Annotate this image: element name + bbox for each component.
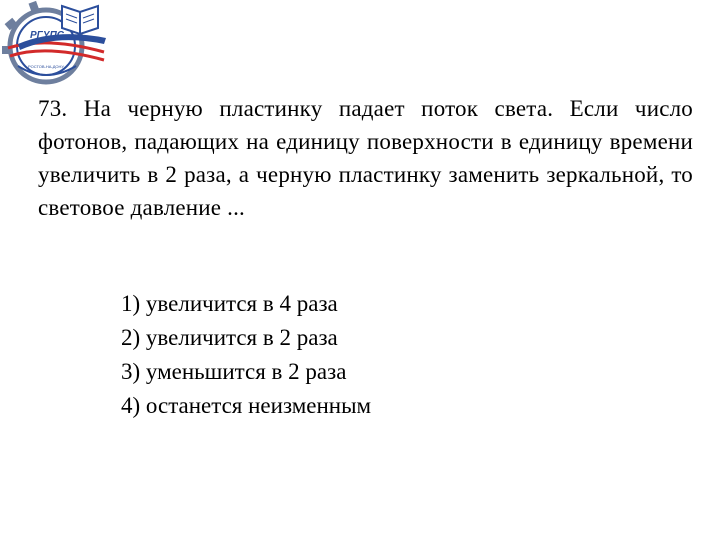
answer-options	[121, 287, 371, 423]
answer-option: 3) уменьшится в 2 раза	[121, 359, 347, 384]
logo-motto: РОСТОВ-НА-ДОНУ	[28, 64, 64, 69]
university-logo	[0, 0, 112, 86]
answer-option: 1) увеличится в 4 раза	[121, 291, 338, 316]
question-text: 73. На черную пластинку падает поток света. Если число фотонов, падающих на единицу поверхности в единицу времени увеличить в 2 раза, а черную пластинку заменить зеркальной, то световое давление ...	[38, 96, 693, 220]
answer-option: 4) останется неизменным	[121, 393, 372, 418]
rgups-emblem-icon	[0, 0, 112, 86]
answer-option: 2) увеличится в 2 раза	[121, 325, 338, 350]
logo-text: РГУПС	[30, 30, 64, 41]
